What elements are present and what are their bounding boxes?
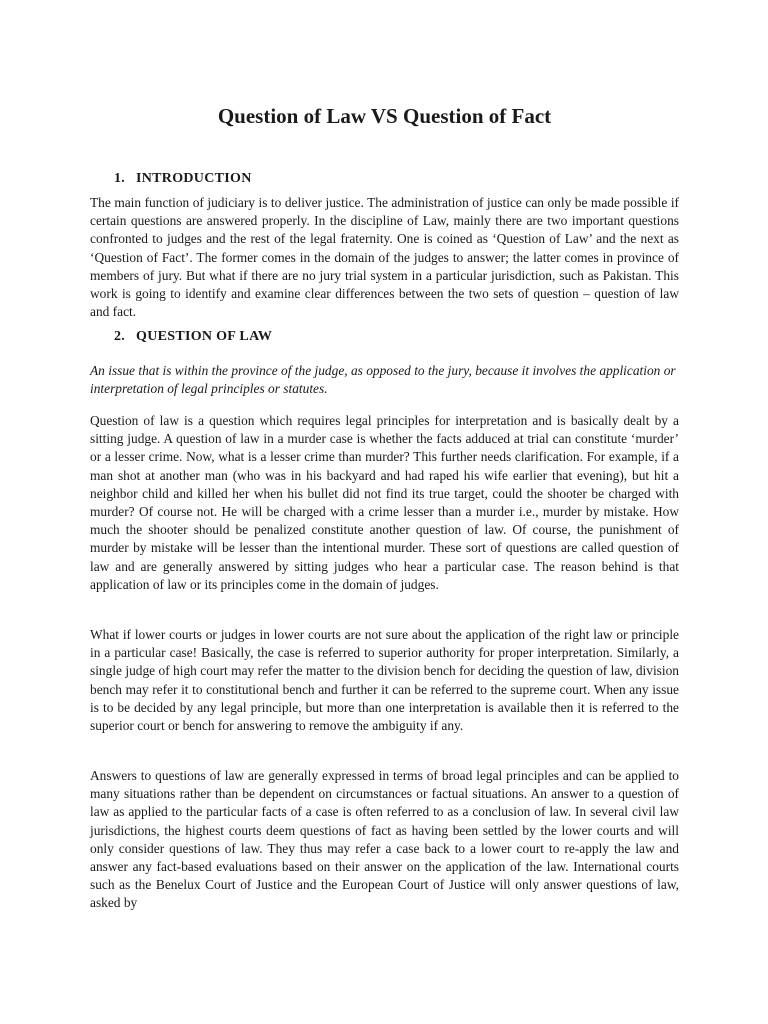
- body-paragraph-3: Answers to questions of law are generally expressed in terms of broad legal principles and can be applied to many situations rather than be dependent on circumstances or factual situations. An answer to a question of law as applied to the particular facts of a case is often referred to as a conclusion of law. In several civil law jurisdictions, the highest courts deem questions of fact as having been settled by the lower courts and will only consider questions of law. They thus may refer a case back to a lower court to re-apply the law and answer any fact-based evaluations based on their answer on the application of the law. International courts such as the Benelux Court of Justice and the European Court of Justice will only answer questions of law, asked by: [90, 768, 679, 911]
- document-title: Question of Law VS Question of Fact: [217, 104, 552, 128]
- section-number: 1.: [114, 171, 126, 186]
- body-paragraph-1: Question of law is a question which requires legal principles for interpretation and is basically dealt by a sitting judge. A question of law in a murder case is whether the facts adduced at trial can constitute ‘murder’ or a lesser crime. Now, what is a lesser crime than murder? This further needs clarification. For example, if a man shot at another man (who was in his backyard and had raped his wife earlier that evening), but hit a neighbor child and killed her when his bullet did not find its true target, could the shooter be charged with murder? Of course not. He will be charged with a crime lesser than a murder i.e., murder by mistake. How much the shooter should be penalized constitute another question of law. Of course, the punishment of murder by mistake will be lesser than the intentional murder. These sort of questions are called question of law and are generally answered by sitting judges who hear a particular case. The reason behind is that application of law or its principles come in the domain of judges.: [90, 413, 679, 592]
- body-paragraph-2: What if lower courts or judges in lower courts are not sure about the application of the right law or principle in a particular case! Basically, the case is referred to superior authority for proper interpretation. Similarly, a single judge of high court may refer the matter to the division bench for deciding the question of law, division bench may refer it to constitutional bench and further it can be referred to the supreme court. When any issue is to be decided by any legal principle, but more than one interpretation is available then it is referred to the superior court or bench for answering to remove the ambiguity if any.: [90, 627, 679, 734]
- section-heading-question-of-law: [114, 328, 272, 346]
- section-number: 2.: [114, 329, 126, 344]
- section-title: QUESTION OF LAW: [136, 329, 273, 344]
- definition-paragraph: An issue that is within the province of the judge, as opposed to the jury, because it involves the application or interpretation of legal principles or statutes.: [90, 363, 676, 397]
- section-title: INTRODUCTION: [136, 171, 252, 186]
- section-heading-introduction: [114, 170, 252, 188]
- introduction-paragraph: The main function of judiciary is to deliver justice. The administration of justice can only be made possible if certain questions are answered properly. In the discipline of Law, mainly there are two important questions confronted to judges and the rest of the legal fraternity. One is coined as ‘Question of Law’ and the next as ‘Question of Fact’. The former comes in the domain of the judges to answer; the latter comes in province of members of jury. But what if there are no jury trial system in a particular jurisdiction, such as Pakistan. This work is going to identify and examine clear differences between the two sets of question – question of law and fact.: [90, 195, 679, 320]
